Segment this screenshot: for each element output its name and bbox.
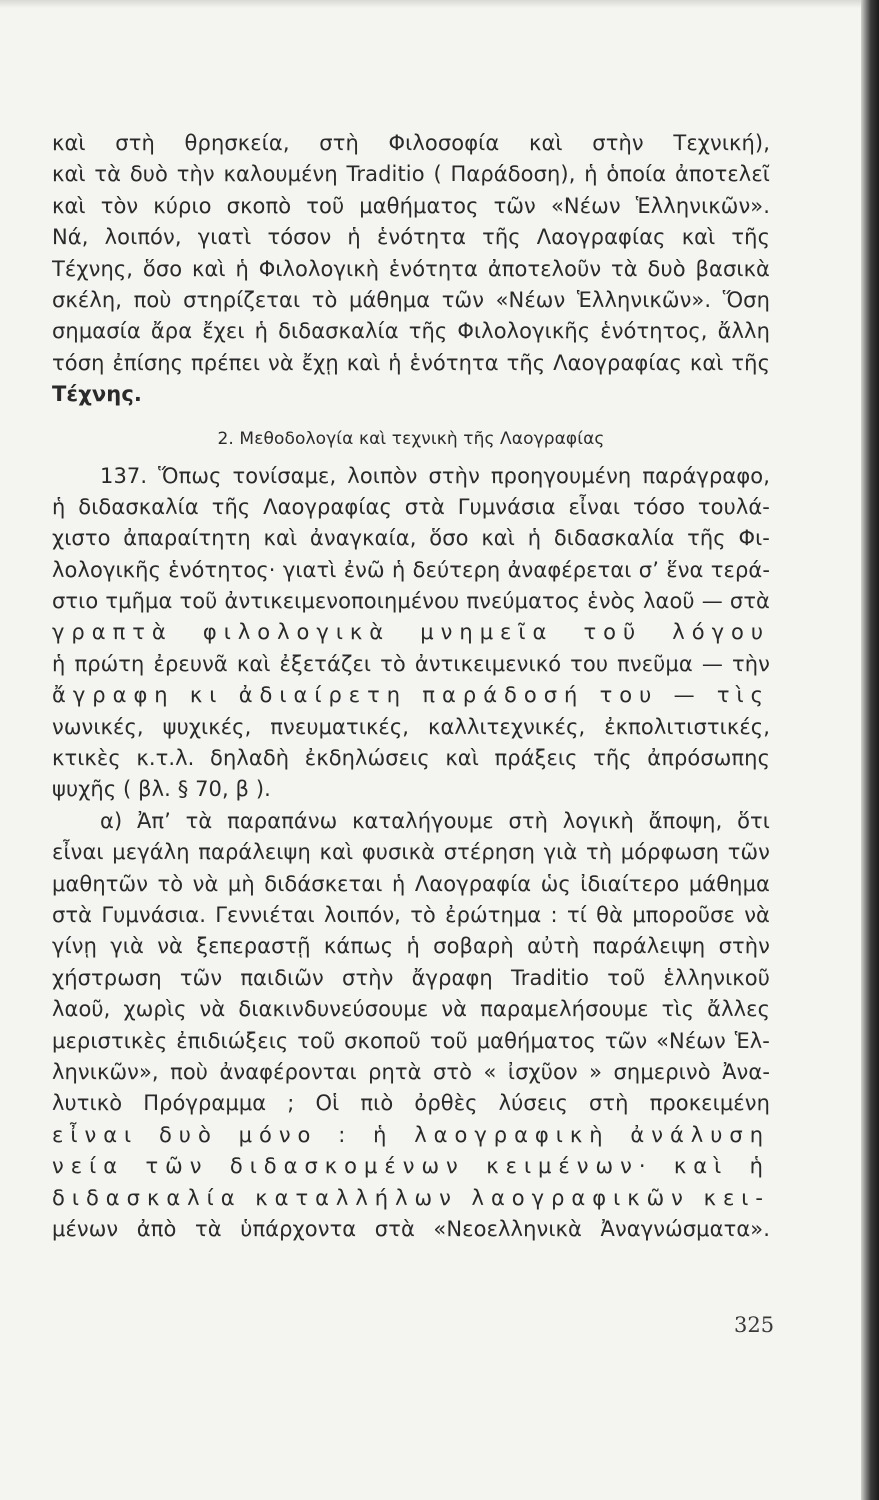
text-line-spaced: εἶναι δυὸ μόνο : ἡ λαογραφικὴ ἀνάλυση xyxy=(52,1122,770,1147)
text-line: εἶναι μεγάλη παράλειψη καὶ φυσικὰ στέρηση γιὰ τὴ μόρφωση τῶν xyxy=(52,840,770,865)
text-line: στιο τμῆμα τοῦ ἀντικειμενοποιημένου πνεύματος ἑνὸς λαοῦ — στὰ xyxy=(52,589,770,614)
text-line: ψυχῆς ( βλ. § 70, β ). xyxy=(52,777,271,802)
text-line: νωνικές, ψυχικές, πνευματικές, καλλιτεχνικές, ἐκπολιτιστικές, xyxy=(52,714,770,739)
text-line: Νά, λοιπόν, γιατὶ τόσον ἡ ἑνότητα τῆς Λαογραφίας καὶ τῆς xyxy=(52,225,770,250)
text-line: ἡ διδασκαλία τῆς Λαογραφίας στὰ Γυμνάσια εἶναι τόσο τουλά- xyxy=(52,494,770,519)
page-number: 325 xyxy=(734,1313,775,1337)
scan-edge-right xyxy=(861,0,879,1500)
text-line: κτικὲς κ.τ.λ. δηλαδὴ ἐκδηλώσεις καὶ πράξεις τῆς ἀπρόσωπης xyxy=(52,746,770,771)
paragraph-137-first-line: 137. Ὅπως τονίσαμε, λοιπὸν στὴν προηγουμένη παράγραφο, xyxy=(100,463,770,488)
text-line: γίνῃ γιὰ νὰ ξεπεραστῇ κάπως ἡ σοβαρὴ αὐτὴ παράλειψη στὴν xyxy=(52,934,770,959)
text-line-spaced: διδασκαλία καταλλήλων λαογραφικῶν κει- xyxy=(52,1185,770,1210)
text-line-spaced: ἄγραφη κι ἀδιαίρετη παράδοσή του — τὶς xyxy=(52,683,770,708)
text-line: χιστο ἀπαραίτητη καὶ ἀναγκαία, ὅσο καὶ ἡ διδασκαλία τῆς Φι- xyxy=(52,526,770,551)
text-line: λυτικὸ Πρόγραμμα ; Οἱ πιὸ ὀρθὲς λύσεις στὴ προκειμένη xyxy=(52,1091,770,1116)
text-line: καὶ τὰ δυὸ τὴν καλουμένη Traditio ( Παράδοση), ἡ ὁποία ἀποτελεῖ xyxy=(52,162,770,187)
text-line-spaced: γραπτὰ φιλολογικὰ μνημεῖα τοῦ λόγου xyxy=(52,620,770,645)
text-line: χήστρωση τῶν παιδιῶν στὴν ἄγραφη Traditio τοῦ ἑλληνικοῦ xyxy=(52,965,770,990)
paragraph-alpha-first-line: α) Ἀπ’ τὰ παραπάνω καταλήγουμε στὴ λογικὴ ἄποψη, ὅτι xyxy=(100,808,770,833)
text-line: ληνικῶν», ποὺ ἀναφέρονται ρητὰ στὸ « ἰσχῦον » σημερινὸ Ἀνα- xyxy=(52,1059,770,1084)
text-line-spaced: νεία τῶν διδασκομένων κειμένων· καὶ ἡ xyxy=(52,1154,770,1179)
text-line: σημασία ἄρα ἔχει ἡ διδασκαλία τῆς Φιλολογικῆς ἑνότητος, ἄλλη xyxy=(52,319,770,344)
text-line: ἡ πρώτη ἐρευνᾶ καὶ ἐξετάζει τὸ ἀντικειμενικό του πνεῦμα — τὴν xyxy=(52,651,770,676)
text-line: στὰ Γυμνάσια. Γεννιέται λοιπόν, τὸ ἐρώτημα : τί θὰ μποροῦσε νὰ xyxy=(52,902,770,927)
text-line: Τέχνης, ὅσο καὶ ἡ Φιλολογικὴ ἑνότητα ἀποτελοῦν τὰ δυὸ βασικὰ xyxy=(52,256,770,281)
text-line: καὶ στὴ θρησκεία, στὴ Φιλοσοφία καὶ στὴν Τεχνική), xyxy=(52,131,770,155)
text-line: μαθητῶν τὸ νὰ μὴ διδάσκεται ἡ Λαογραφία ὡς ἰδιαίτερο μάθημα xyxy=(52,871,770,896)
scan-shadow-top xyxy=(0,0,879,8)
text-line: μένων ἀπὸ τὰ ὑπάρχοντα στὰ «Νεοελληνικὰ Ἀναγνώσματα». xyxy=(52,1216,770,1241)
text-line: μεριστικὲς ἐπιδιώξεις τοῦ σκοποῦ τοῦ μαθήματος τῶν «Νέων Ἑλ- xyxy=(52,1028,770,1053)
text-line: τόση ἐπίσης πρέπει νὰ ἔχῃ καὶ ἡ ἑνότητα τῆς Λαογραφίας καὶ τῆς xyxy=(52,350,770,375)
text-line: Τέχνης. xyxy=(52,382,142,407)
section-heading: 2. Μεθοδολογία καὶ τεχνικὴ τῆς Λαογραφίας xyxy=(217,428,605,449)
page-text xyxy=(52,128,770,1245)
text-line: σκέλη, ποὺ στηρίζεται τὸ μάθημα τῶν «Νέων Ἑλληνικῶν». Ὅση xyxy=(52,287,770,312)
text-line: καὶ τὸν κύριο σκοπὸ τοῦ μαθήματος τῶν «Νέων Ἑλληνικῶν». xyxy=(52,193,770,218)
text-line: λαοῦ, χωρὶς νὰ διακινδυνεύσουμε νὰ παραμελήσουμε τὶς ἄλλες xyxy=(52,997,770,1022)
text-line: λολογικῆς ἑνότητος· γιατὶ ἐνῶ ἡ δεύτερη ἀναφέρεται σ’ ἕνα τερά- xyxy=(52,557,770,582)
